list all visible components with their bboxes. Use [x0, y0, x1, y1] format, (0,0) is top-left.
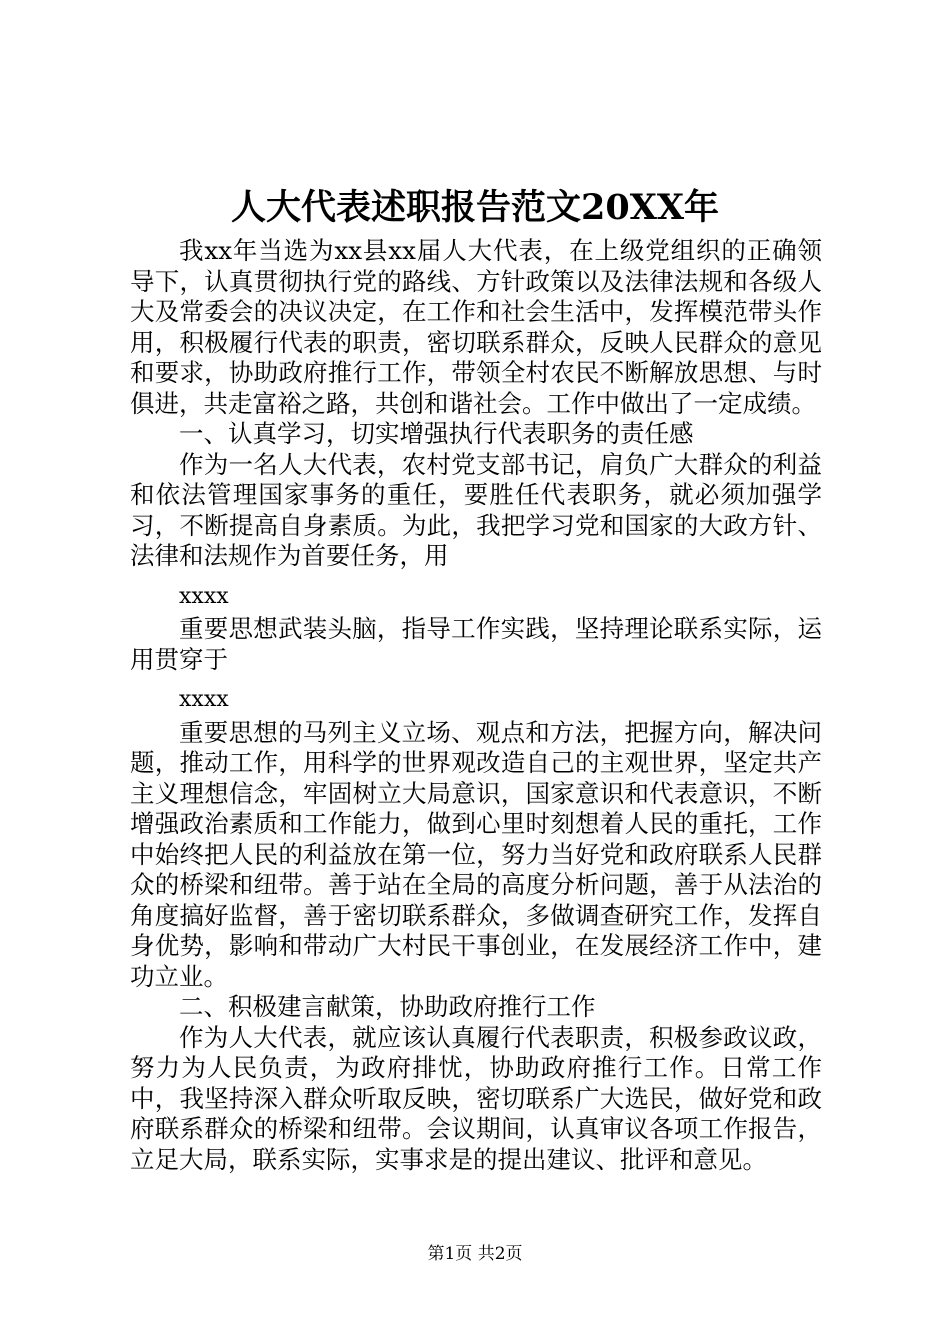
document-body [130, 236, 822, 1175]
placeholder-line: xxxx [179, 583, 229, 609]
section-heading-1: 一、认真学习，切实增强执行代表职务的责任感 [179, 419, 694, 448]
page-footer: 第1页 共2页 [427, 1244, 523, 1264]
body-paragraph: 作为一名人大代表，农村党支部书记，肩负广大群众的利益和依法管理国家事务的重任，要胜任代表职务，就必须加强学习，不断提高自身素质。为此，我把学习党和国家的大政方针、法律和法规作为首要任务，用 [130, 449, 822, 570]
placeholder-line: xxxx [179, 687, 229, 712]
section-heading-2: 二、积极建言献策，协助政府推行工作 [179, 992, 596, 1021]
body-paragraph: 作为人大代表，就应该认真履行代表职责，积极参政议政，努力为人民负责，为政府排忧，协助政府推行工作。日常工作中，我坚持深入群众听取反映，密切联系广大选民，做好党和政府联系群众的桥梁和纽带。会议期间，认真审议各项工作报告，立足大局，联系实际，实事求是的提出建议、批评和意见。 [130, 1022, 822, 1174]
document-title: 人大代表述职报告范文20XX年 [230, 187, 720, 228]
body-paragraph: 重要思想武装头脑，指导工作实践，坚持理论联系实际，运用贯穿于 [130, 614, 822, 674]
intro-paragraph: 我xx年当选为xx县xx届人大代表，在上级党组织的正确领导下，认真贯彻执行党的路线、方针政策以及法律法规和各级人大及常委会的决议决定，在工作和社会生活中，发挥模范带头作用，积极履行代表的职责，密切联系群众，反映人民群众的意见和要求，协助政府推行工作，带领全村农民不断解放思想、与时俱进，共走富裕之路，共创和谐社会。工作中做出了一定成绩。 [130, 236, 822, 418]
body-paragraph: 重要思想的马列主义立场、观点和方法，把握方向，解决问题，推动工作，用科学的世界观改造自己的主观世界，坚定共产主义理想信念，牢固树立大局意识，国家意识和代表意识，不断增强政治素质和工作能力，做到心里时刻想着人民的重托，工作中始终把人民的利益放在第一位，努力当好党和政府联系人民群众的桥梁和纽带。善于站在全局的高度分析问题，善于从法治的角度搞好监督，善于密切联系群众，多做调查研究工作，发挥自身优势，影响和带动广大村民干事创业，在发展经济工作中，建功立业。 [130, 717, 822, 991]
